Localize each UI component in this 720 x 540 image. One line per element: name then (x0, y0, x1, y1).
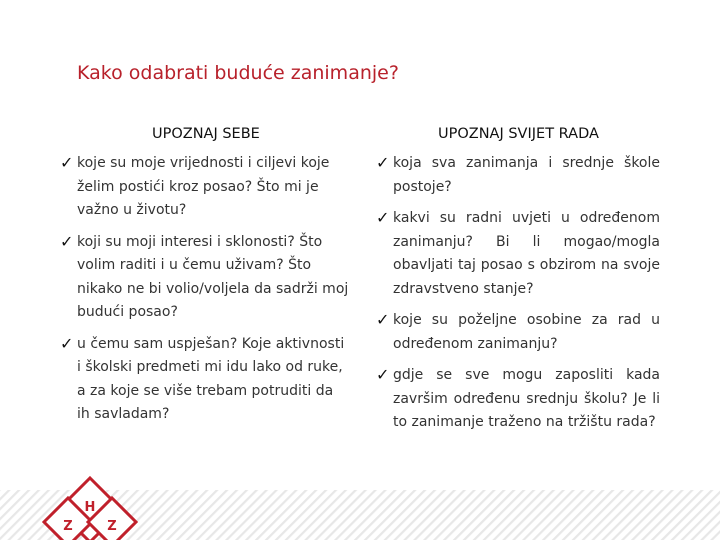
list-item-text: koji su moji interesi i sklonosti? Što volim raditi i u čemu uživam? Što nikako ne bi volio/voljela da sadrži moj budući posao? (77, 233, 349, 320)
hzz-logo (44, 478, 136, 540)
checkmark-icon: ✓ (60, 231, 74, 251)
list-item-text: u čemu sam uspješan? Koje aktivnosti i školski predmeti mi idu lako od ruke, a za koje se više trebam potruditi da ih savladam? (77, 335, 345, 422)
list-item (376, 152, 660, 199)
list-item (60, 152, 350, 223)
list-item (376, 207, 660, 301)
list-item (60, 333, 350, 427)
logo-letter-z-left: Z (63, 519, 73, 534)
logo-letter-h: H (84, 500, 96, 515)
left-column-heading: UPOZNAJ SEBE (152, 126, 260, 142)
left-column-list (60, 152, 350, 435)
list-item (376, 309, 660, 356)
checkmark-icon: ✓ (376, 365, 390, 384)
checkmark-icon: ✓ (376, 153, 390, 172)
list-item-text: kakvi su radni uvjeti u određenom zanimanju? Bi li mogao/mogla obavljati taj posao s obzirom na svoje zdravstveno stanje? (393, 210, 660, 297)
right-column-heading: UPOZNAJ SVIJET RADA (438, 126, 599, 142)
list-item-text: koje su poželjne osobine za rad u određenom zanimanju? (393, 312, 660, 352)
checkmark-icon: ✓ (376, 310, 390, 329)
checkmark-icon: ✓ (60, 153, 74, 172)
list-item-text: koje su moje vrijednosti i ciljevi koje želim postići kroz posao? Što mi je važno u životu? (77, 155, 330, 218)
checkmark-icon: ✓ (376, 208, 390, 227)
right-column-list (376, 152, 660, 443)
list-item-text: gdje se sve mogu zaposliti kada završim određenu srednju školu? Je li to zanimanje traženo na tržištu rada? (393, 367, 660, 430)
list-item-text: koja sva zanimanja i srednje škole postoje? (393, 155, 660, 195)
list-item (60, 231, 350, 325)
list-item (376, 364, 660, 435)
page-title: Kako odabrati buduće zanimanje? (77, 62, 399, 84)
logo-letter-z-right: Z (107, 519, 117, 534)
hzz-logo-band (0, 468, 720, 540)
checkmark-icon: ✓ (60, 333, 74, 353)
